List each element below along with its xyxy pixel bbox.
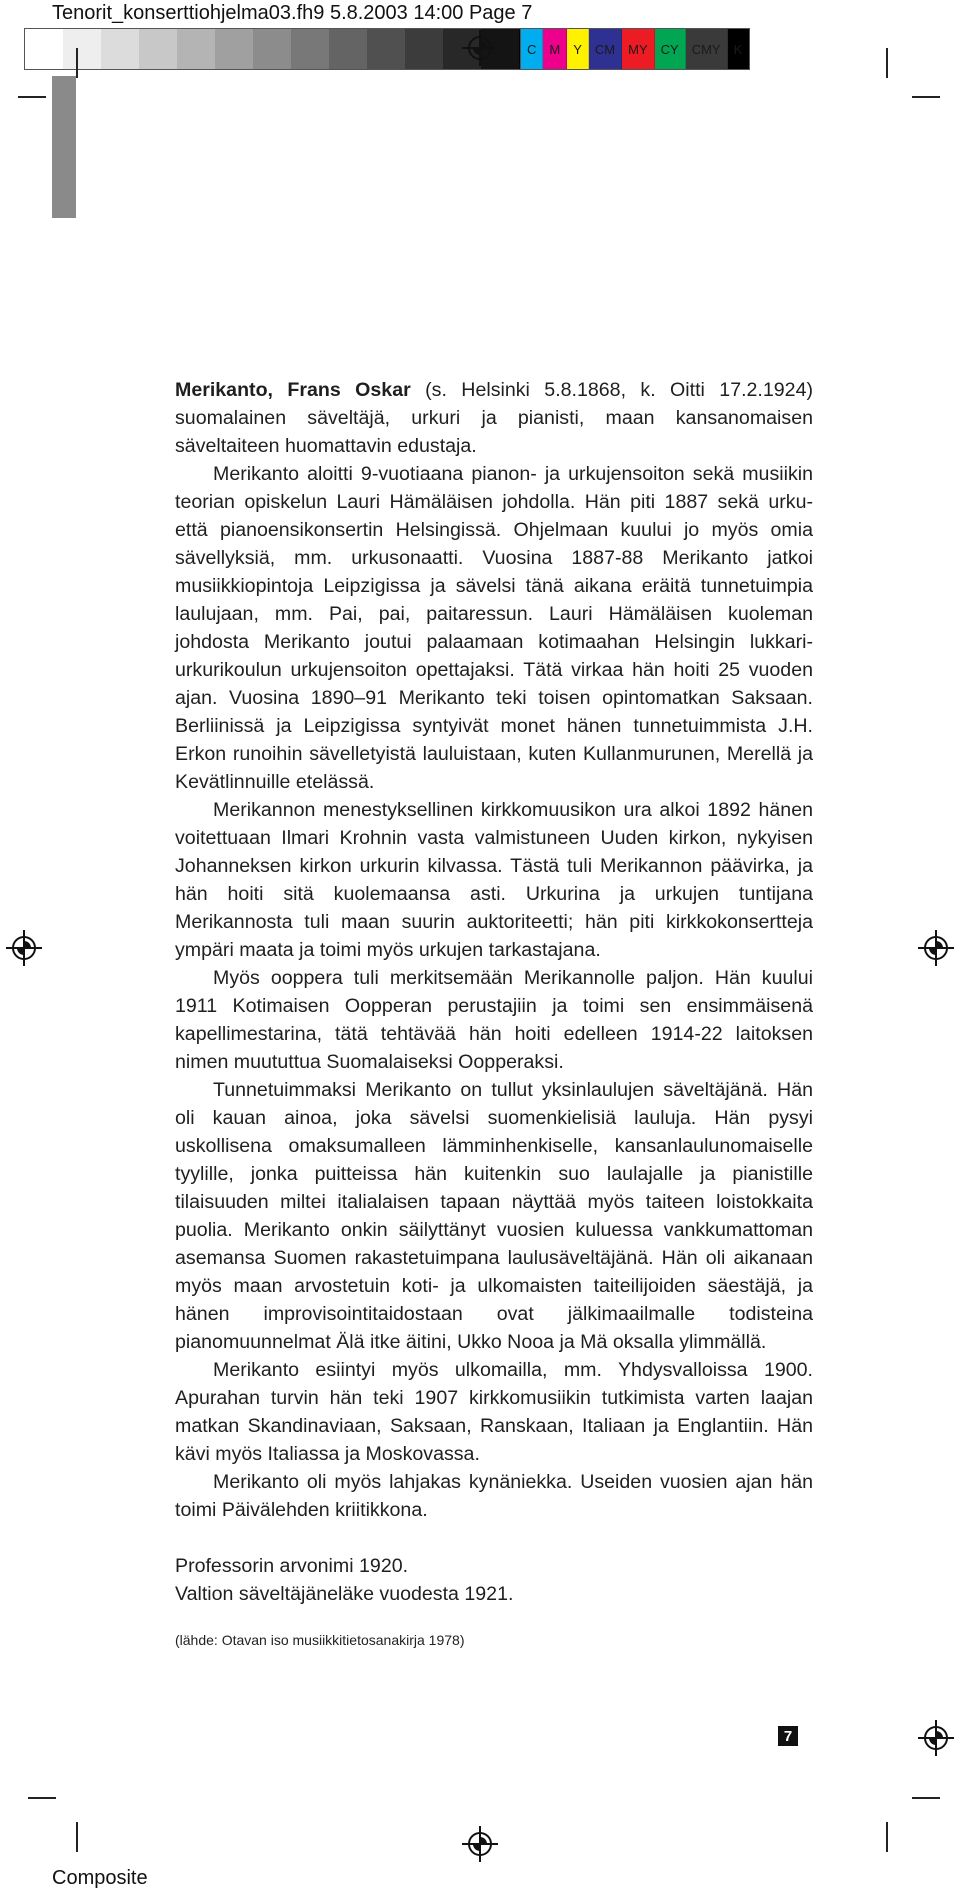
article-paragraph: Myös ooppera tuli merkitsemään Merikannolle paljon. Hän kuului 1911 Kotimaisen Oopperan perustajiin ja toimi sen ensimmäisenä kapellimestarina, tätä tehtävää hän hoiti edelleen 1914-22 laitoksen nimen muututtua Suomalaiseksi Oopperaksi. [175,967,813,1073]
article-paragraph: Tunnetuimmaksi Merikanto on tullut yksinlaulujen säveltäjänä. Hän oli kauan ainoa, joka sävelsi suomenkielisiä lauluja. Hän pysyi uskollisena omaksumalleen lämminhenkiselle, kansanlaulunomaiselle tyylille, jonka puitteissa hän kuitenkin suo laulajalle ja pianistille tilaisuuden miltei italialaisen tapaan näyttää myös taiteen loistokkaita puolia. Merikanto onkin säilyttänyt vuosien kuluessa vankkumattoman asemansa Suomen rakastetuimpana laulusäveltäjänä. Hän oli aikanaan myös maan arvostetuin koti- ja ulkomaisten taiteilijoiden säestäjä, ja hänen improvisointitaidostaan ovat jälkimaailmalle todisteina pianomuunnelmat Älä itke äitini, Ukko Nooa ja Mä oksalla ylimmällä. [175,1079,813,1353]
registration-mark-icon [918,1720,954,1756]
slug-line: Tenorit_konserttiohjelma03.fh9 5.8.2003 14:00 Page 7 [52,2,533,24]
crop-mark [886,1822,888,1852]
article-body [175,376,813,1650]
grayscale-swatch [25,29,63,69]
registration-mark-icon [918,930,954,966]
grayscale-swatch [329,29,367,69]
crop-mark [886,48,888,78]
grayscale-swatch [139,29,177,69]
article-paragraph: Merikanto esiintyi myös ulkomailla, mm. Yhdysvalloissa 1900. Apurahan turvin hän teki 1907 kirkkomusiikin tutkimista varten laajan matkan Skandinaviaan, Saksaan, Ranskaan, Italiaan ja Englantiin. Hän kävi myös Italiassa ja Moskovassa. [175,1359,813,1465]
article-paragraph: Merikanto oli myös lahjakas kynäniekka. Useiden vuosien ajan hän toimi Päivälehden kriitikkona. [175,1471,813,1521]
composite-label: Composite [52,1867,148,1889]
crop-mark [28,1797,56,1799]
color-swatch-my: MY [622,29,655,69]
article-lead-text: (s. Helsinki 5.8.1868, k. Oitti 17.2.1924) suomalainen säveltäjä, urkuri ja pianisti, maan kansanomaisen säveltaiteen huomattavin edustaja. [175,379,813,457]
grayscale-swatch [177,29,215,69]
crop-mark [76,48,78,78]
color-bar [520,28,750,70]
gray-tab [52,76,76,218]
article-paragraph: Merikannon menestyksellinen kirkkomuusikon ura alkoi 1892 hänen voitettuaan Ilmari Krohnin vasta valmistuneen Uuden kirkon, nykyisen Johanneksen kirkon urkurin kilvassa. Tästä tuli Merikannon päävirka, ja hän hoiti sitä kuolemaansa asti. Urkurina ja urkujen tuntijana Merikannosta tuli maan suurin auktoriteetti; hän piti kirkkokonsertteja ympäri maata ja toimi myös urkujen tarkastajana. [175,799,813,961]
color-swatch-cmy: CMY [686,29,728,69]
registration-mark-icon [6,930,42,966]
grayscale-swatch [405,29,443,69]
article-paragraph: Merikanto aloitti 9-vuotiaana pianon- ja urkujensoiton sekä musiikin teorian opiskelun Lauri Hämäläisen johdolla. Hän piti 1887 sekä urku- että pianoensikonsertin Helsingissä. Ohjelmaan kuului jo myös omia sävellyksiä, mm. urkusonaatti. Vuosina 1887-88 Merikanto jatkoi musiikkiopintoja Leipzigissa ja sävelsi tänä aikana eräitä tunnetuimpia laulujaan, mm. Pai, pai, paitaressun. Lauri Hämäläisen kuoleman johdosta Merikanto joutui palaamaan kotimaahan Helsingin lukkari-urkurikoulun urkujensoiton opettajaksi. Tätä virkaa hän hoiti 25 vuoden ajan. Vuosina 1890–91 Merikanto teki toisen opintomatkan Saksaan. Berliinissä ja Leipzigissa syntyivät monet hänen tunnetuimmista J.H. Erkon runoihin sävelletyistä lauluistaan, kuten Kullanmurunen, Merellä ja Kevätlinnuille etelässä. [175,463,813,793]
grayscale-swatch [101,29,139,69]
crop-mark [912,96,940,98]
color-swatch-c: C [521,29,543,69]
grayscale-swatch [253,29,291,69]
honor-line: Valtion säveltäjäneläke vuodesta 1921. [175,1583,514,1605]
grayscale-swatch [291,29,329,69]
honor-line: Professorin arvonimi 1920. [175,1555,409,1577]
registration-mark-icon [462,30,498,66]
crop-mark [912,1797,940,1799]
article-lead [175,376,813,460]
color-swatch-cm: CM [589,29,622,69]
crop-mark [18,96,46,98]
color-swatch-cy: CY [655,29,686,69]
grayscale-swatch [367,29,405,69]
source-note: (lähde: Otavan iso musiikkitietosanakirja 1978) [175,1632,465,1648]
color-swatch-m: M [543,29,567,69]
grayscale-swatch [63,29,101,69]
spacer [175,1524,813,1552]
article-name: Merikanto, Frans Oskar [175,379,411,401]
color-swatch-y: Y [567,29,589,69]
page-number: 7 [778,1726,798,1746]
grayscale-swatch [215,29,253,69]
registration-mark-icon [462,1826,498,1862]
color-swatch-k: K [728,29,750,69]
crop-mark [76,1822,78,1852]
